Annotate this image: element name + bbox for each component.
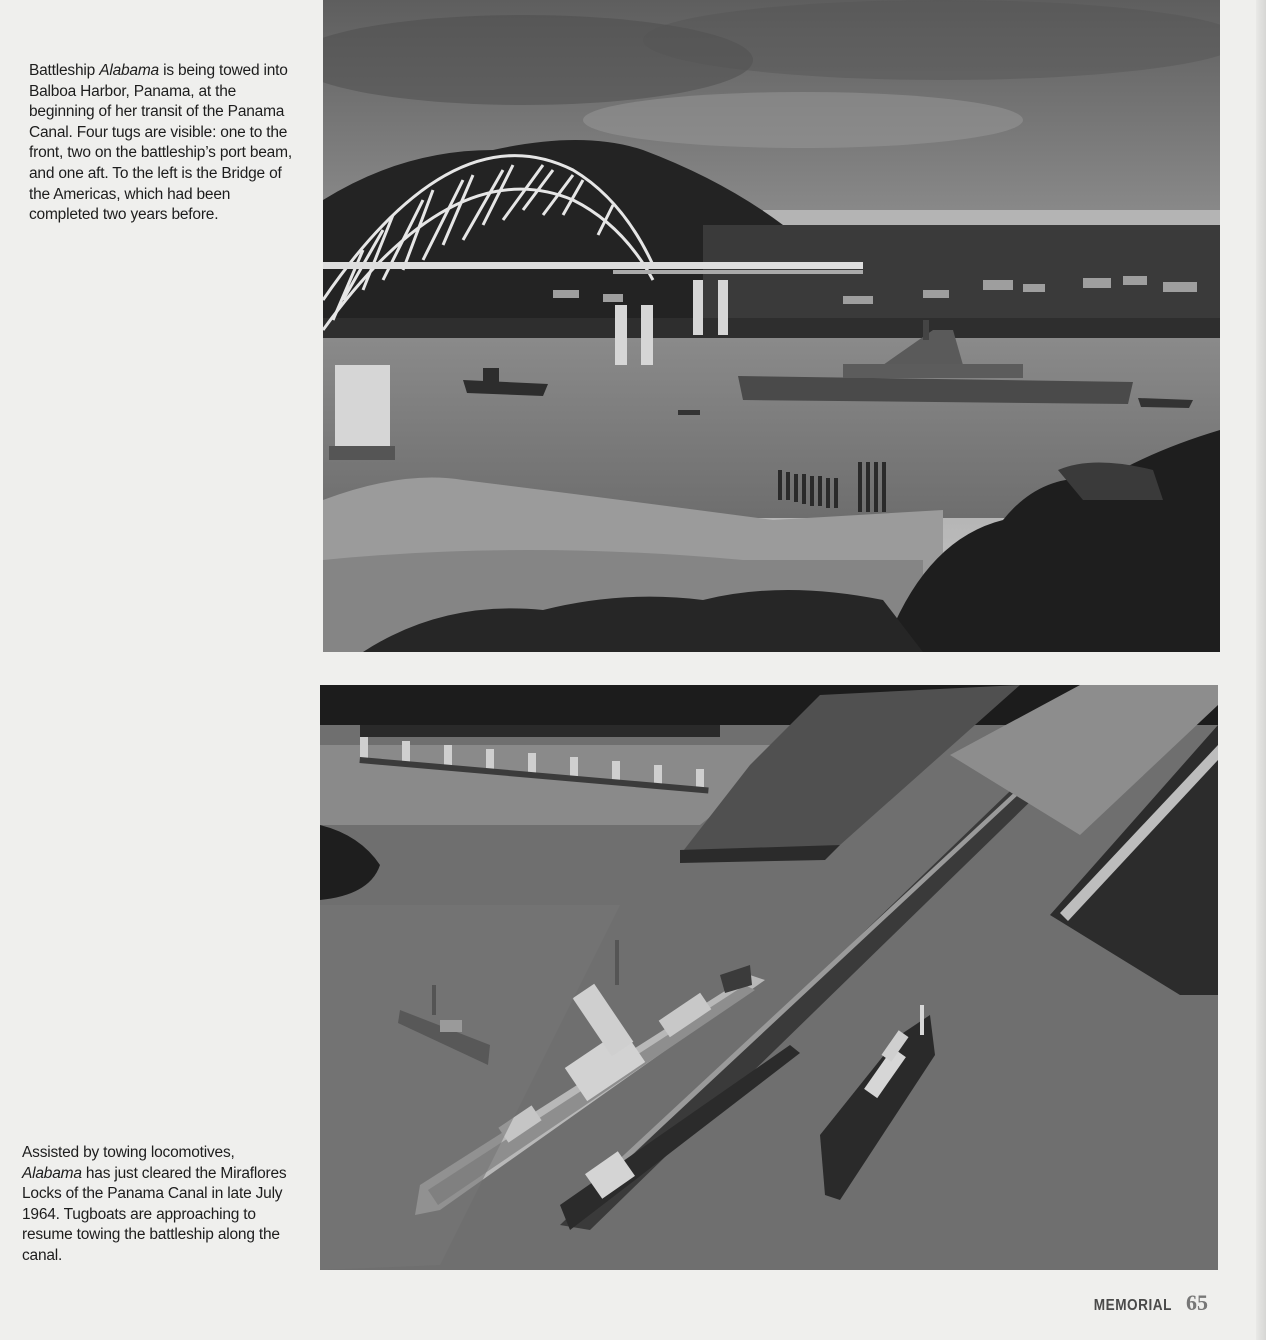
photo-balboa-harbor <box>323 0 1220 652</box>
caption-text-end: has just cleared the Miraflores Locks of the Panama Canal in late July 1964. Tugboats are approaching to resume towing the battleship along the canal. <box>22 1164 287 1264</box>
ship-name: Alabama <box>22 1164 82 1182</box>
photo-miraflores-locks <box>320 685 1218 1270</box>
page-footer <box>1080 1290 1208 1316</box>
photo-balboa-harbor-image <box>323 0 1220 652</box>
caption-text-end: is being towed into Balboa Harbor, Panama, at the beginning of her transit of the Panama Canal. Four tugs are visible: one to the front, two on the battleship’s port beam, and one aft. To the left is the Bridge of the Americas, which had been completed two years before. <box>29 62 292 224</box>
ship-name: Alabama <box>99 62 159 79</box>
caption-text-start: Assisted by towing locomotives, <box>22 1144 235 1161</box>
photo-miraflores-locks-image <box>320 685 1218 1270</box>
running-head: MEMORIAL <box>1093 1297 1172 1314</box>
caption-text-start: Battleship <box>29 62 100 79</box>
caption-miraflores-locks <box>22 1143 292 1267</box>
page-number: 65 <box>1186 1290 1208 1315</box>
page-gutter-shadow <box>1256 0 1266 1340</box>
caption-balboa-harbor <box>29 61 299 226</box>
